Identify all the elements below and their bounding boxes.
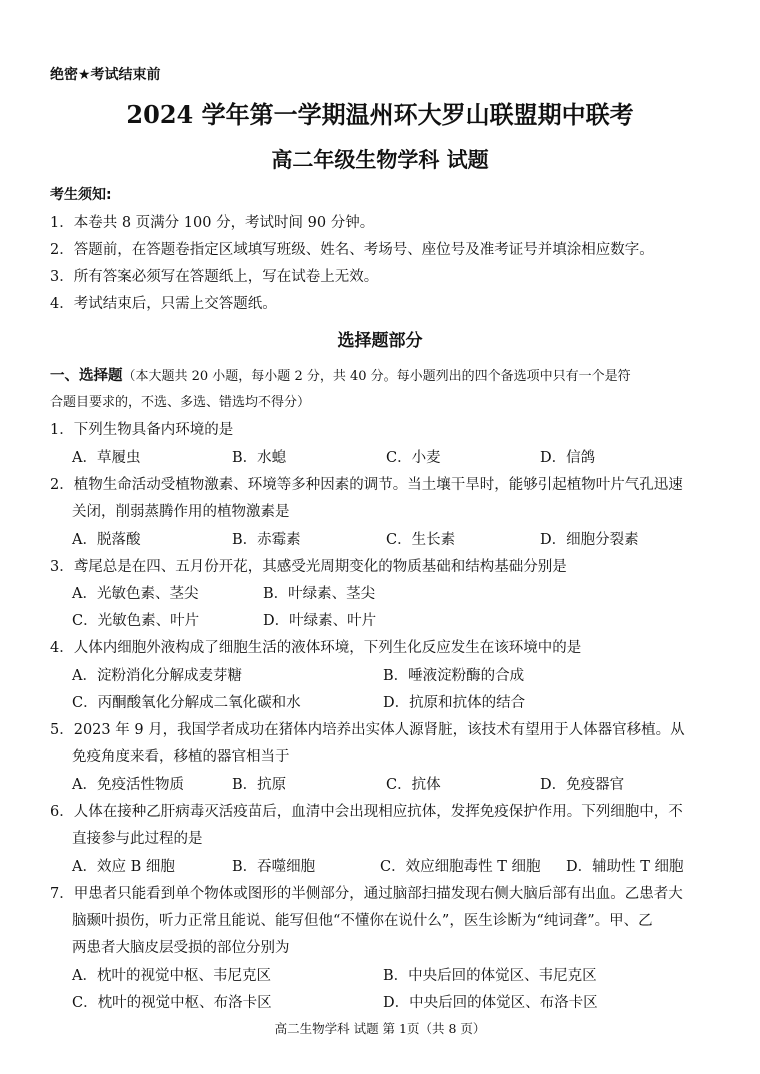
option: B．吞噬细胞 [232,859,316,875]
option: C．抗体 [386,777,441,793]
option: B．中央后回的体觉区、韦尼克区 [383,968,597,984]
option: B．叶绿素、茎尖 [263,586,376,602]
notice-item: 4．考试结束后，只需上交答题纸。 [50,296,277,312]
option: C．丙酮酸氧化分解成二氧化碳和水 [72,695,301,711]
part-heading [50,364,631,385]
question-stem: 6．人体在接种乙肝病毒灭活疫苗后，血清中会出现相应抗体，发挥免疫保护作用。下列细胞中，不 [50,804,683,820]
part-note-cont: 合题目要求的，不选、多选、错选均不得分） [50,395,311,410]
option: B．赤霉素 [232,532,301,548]
option: C．效应细胞毒性 T 细胞 [380,859,541,875]
option: A．效应 B 细胞 [72,859,175,875]
question-stem: 4．人体内细胞外液构成了细胞生活的液体环境，下列生化反应发生在该环境中的是 [50,640,582,656]
question-stem: 5．2023 年 9 月，我国学者成功在猪体内培养出实体人源肾脏，该技术有望用于人体器官移植。从 [50,722,685,738]
question-stem: 脑颞叶损伤，听力正常且能说、能写但他“不懂你在说什么”，医生诊断为“纯词聋”。甲、乙 [72,913,653,929]
subject-title: 高二年级生物学科 试题 [271,147,489,172]
option: B．唾液淀粉酶的合成 [383,668,525,684]
exam-title: 2024 学年第一学期温州环大罗山联盟期中联考 [126,100,634,129]
section-title: 选择题部分 [337,331,423,351]
page-footer: 高二生物学科 试题 第 1页（共 8 页） [274,1021,486,1036]
part-note: （本大题共 20 小题，每小题 2 分，共 40 分。每小题列出的四个备选项中只有一个是符 [122,369,631,384]
option: A．脱落酸 [72,532,141,548]
question-stem: 1．下列生物具备内环境的是 [50,422,234,438]
notice-item: 2．答题前，在答题卷指定区域填写班级、姓名、考场号、座位号及准考证号并填涂相应数字。 [50,242,654,258]
option: B．水螅 [232,450,287,466]
question-stem: 2．植物生命活动受植物激素、环境等多种因素的调节。当土壤干旱时，能够引起植物叶片气孔迅速 [50,477,683,493]
option: D．中央后回的体觉区、布洛卡区 [383,995,598,1011]
question-stem: 3．鸢尾总是在四、五月份开花，其感受光周期变化的物质基础和结构基础分别是 [50,559,567,575]
option: C．小麦 [386,450,441,466]
option: A．淀粉消化分解成麦芽糖 [72,668,242,684]
option: C．枕叶的视觉中枢、布洛卡区 [72,995,272,1011]
notice-item: 1．本卷共 8 页满分 100 分，考试时间 90 分钟。 [50,215,375,231]
part-label: 一、选择题 [50,368,123,384]
notice-item: 3．所有答案必须写在答题纸上，写在试卷上无效。 [50,269,379,285]
confidential-label: 绝密★考试结束前 [50,67,161,83]
option: D．信鸽 [540,450,596,466]
option: A．枕叶的视觉中枢、韦尼克区 [72,968,271,984]
option: A．免疫活性物质 [72,777,184,793]
option: D．细胞分裂素 [540,532,639,548]
question-stem: 直接参与此过程的是 [72,831,203,847]
option: C．光敏色素、叶片 [72,613,200,629]
option: A．草履虫 [72,450,141,466]
notice-heading: 考生须知: [50,187,112,203]
question-stem: 两患者大脑皮层受损的部位分别为 [72,940,290,956]
option: D．叶绿素、叶片 [263,613,377,629]
option: A．光敏色素、茎尖 [72,586,199,602]
option: B．抗原 [232,777,287,793]
option: D．辅助性 T 细胞 [566,859,684,875]
option: C．生长素 [386,532,456,548]
option: D．抗原和抗体的结合 [383,695,526,711]
option: D．免疫器官 [540,777,625,793]
question-stem: 7．甲患者只能看到单个物体或图形的半侧部分，通过脑部扫描发现右侧大脑后部有出血。乙患者大 [50,886,683,902]
question-stem: 免疫角度来看，移植的器官相当于 [72,749,290,765]
question-stem: 关闭，削弱蒸腾作用的植物激素是 [72,504,290,520]
